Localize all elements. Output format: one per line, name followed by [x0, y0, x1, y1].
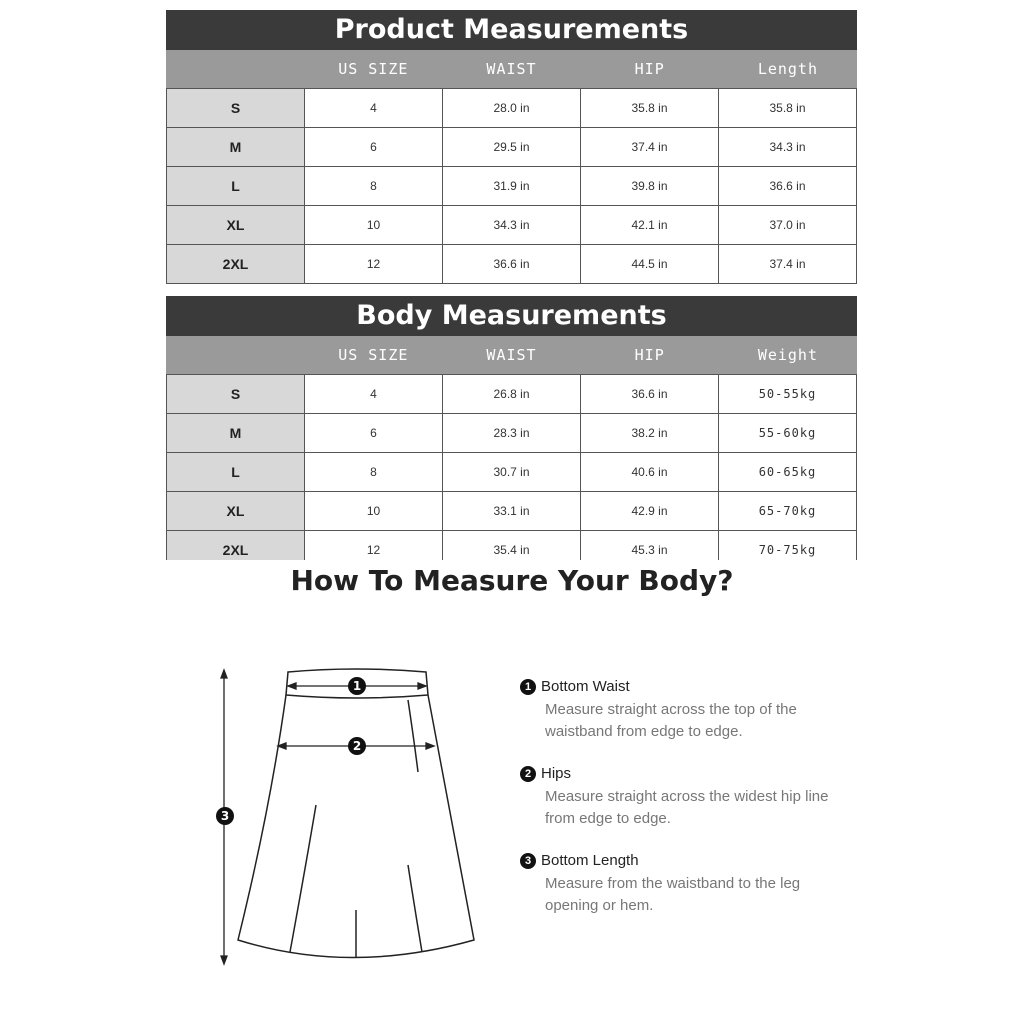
- size-cell: L: [166, 453, 305, 491]
- table-cell: 12: [305, 531, 443, 560]
- table-cell: 36.6 in: [443, 245, 581, 283]
- table-cell: 50-55kg: [719, 375, 857, 413]
- table-row: [166, 375, 857, 414]
- size-cell: S: [166, 89, 305, 127]
- size-cell: M: [166, 414, 305, 452]
- table-cell: 39.8 in: [581, 167, 719, 205]
- header-cell: Weight: [757, 346, 818, 364]
- table-cell: 37.0 in: [719, 206, 857, 244]
- size-cell: XL: [166, 206, 305, 244]
- product-table-title: Product Measurements: [166, 10, 857, 50]
- table-cell: 36.6 in: [581, 375, 719, 413]
- guide-item-hips: [520, 765, 860, 830]
- header-cell: [166, 50, 304, 88]
- guide-item-description: Measure straight across the widest hip line from edge to edge.: [545, 788, 829, 827]
- skirt-seam-line: [408, 700, 418, 772]
- size-cell: XL: [166, 492, 305, 530]
- header-cell: US SIZE: [338, 346, 409, 364]
- skirt-measurement-diagram: [210, 660, 490, 970]
- table-cell: 38.2 in: [581, 414, 719, 452]
- number-2-icon: 2: [520, 766, 536, 782]
- body-table-header: [166, 336, 857, 374]
- table-cell: 44.5 in: [581, 245, 719, 283]
- table-cell: 35.8 in: [719, 89, 857, 127]
- marker-3-icon: [216, 807, 234, 825]
- table-cell: 10: [305, 206, 443, 244]
- table-row: [166, 414, 857, 453]
- table-cell: 42.1 in: [581, 206, 719, 244]
- table-row: [166, 167, 857, 206]
- product-table-header: [166, 50, 857, 88]
- table-cell: 6: [305, 414, 443, 452]
- header-cell: WAIST: [486, 60, 537, 78]
- header-cell: [166, 336, 304, 374]
- table-cell: 12: [305, 245, 443, 283]
- marker-1-icon: [348, 677, 366, 695]
- table-cell: 6: [305, 128, 443, 166]
- table-cell: 8: [305, 453, 443, 491]
- table-cell: 35.4 in: [443, 531, 581, 560]
- size-cell: L: [166, 167, 305, 205]
- table-cell: 28.3 in: [443, 414, 581, 452]
- table-cell: 28.0 in: [443, 89, 581, 127]
- guide-item-bottom-length: [520, 852, 860, 917]
- number-1-icon: 1: [520, 679, 536, 695]
- body-table-title: Body Measurements: [166, 296, 857, 336]
- table-cell: 70-75kg: [719, 531, 857, 560]
- header-cell: HIP: [634, 60, 665, 78]
- table-cell: 26.8 in: [443, 375, 581, 413]
- table-cell: 10: [305, 492, 443, 530]
- header-cell: US SIZE: [338, 60, 409, 78]
- header-cell: WAIST: [486, 346, 537, 364]
- marker-2-icon: [348, 737, 366, 755]
- table-cell: 35.8 in: [581, 89, 719, 127]
- header-cell: HIP: [634, 346, 665, 364]
- product-table-body: [166, 88, 857, 284]
- arrow-head: [418, 683, 426, 689]
- table-cell: 55-60kg: [719, 414, 857, 452]
- table-row: [166, 492, 857, 531]
- table-cell: 45.3 in: [581, 531, 719, 560]
- table-cell: 34.3 in: [719, 128, 857, 166]
- table-cell: 37.4 in: [581, 128, 719, 166]
- marker-label: 3: [220, 809, 230, 823]
- table-row: [166, 206, 857, 245]
- size-cell: S: [166, 375, 305, 413]
- product-measurements-table: [166, 10, 857, 284]
- table-cell: 33.1 in: [443, 492, 581, 530]
- marker-label: 1: [352, 679, 362, 693]
- table-row: [166, 453, 857, 492]
- number-3-icon: 3: [520, 853, 536, 869]
- table-cell: 8: [305, 167, 443, 205]
- arrow-head: [221, 956, 227, 964]
- guide-item-description: Measure straight across the top of the waistband from edge to edge.: [545, 701, 797, 740]
- table-cell: 4: [305, 375, 443, 413]
- arrow-head: [288, 683, 296, 689]
- size-cell: M: [166, 128, 305, 166]
- header-cell: Length: [757, 60, 818, 78]
- table-row: [166, 245, 857, 284]
- body-measurements-table: [166, 296, 857, 560]
- arrow-head: [426, 743, 434, 749]
- guide-item-title: Bottom Waist: [541, 678, 630, 695]
- table-cell: 29.5 in: [443, 128, 581, 166]
- table-cell: 42.9 in: [581, 492, 719, 530]
- skirt-seam-line: [408, 865, 422, 952]
- table-cell: 37.4 in: [719, 245, 857, 283]
- arrow-head: [221, 670, 227, 678]
- table-cell: 36.6 in: [719, 167, 857, 205]
- table-cell: 60-65kg: [719, 453, 857, 491]
- size-cell: 2XL: [166, 245, 305, 283]
- table-cell: 40.6 in: [581, 453, 719, 491]
- guide-item-title: Bottom Length: [541, 852, 639, 869]
- table-row: [166, 128, 857, 167]
- guide-item-bottom-waist: [520, 678, 860, 743]
- table-cell: 30.7 in: [443, 453, 581, 491]
- table-cell: 65-70kg: [719, 492, 857, 530]
- table-row: [166, 531, 857, 560]
- skirt-seam-line: [290, 805, 316, 952]
- size-cell: 2XL: [166, 531, 305, 560]
- table-cell: 4: [305, 89, 443, 127]
- guide-item-title: Hips: [541, 765, 572, 782]
- table-row: [166, 89, 857, 128]
- how-to-measure-title: How To Measure Your Body?: [290, 564, 734, 597]
- marker-label: 2: [352, 739, 362, 753]
- table-cell: 31.9 in: [443, 167, 581, 205]
- table-cell: 34.3 in: [443, 206, 581, 244]
- guide-item-description: Measure from the waistband to the leg opening or hem.: [545, 875, 801, 914]
- body-table-body: [166, 374, 857, 560]
